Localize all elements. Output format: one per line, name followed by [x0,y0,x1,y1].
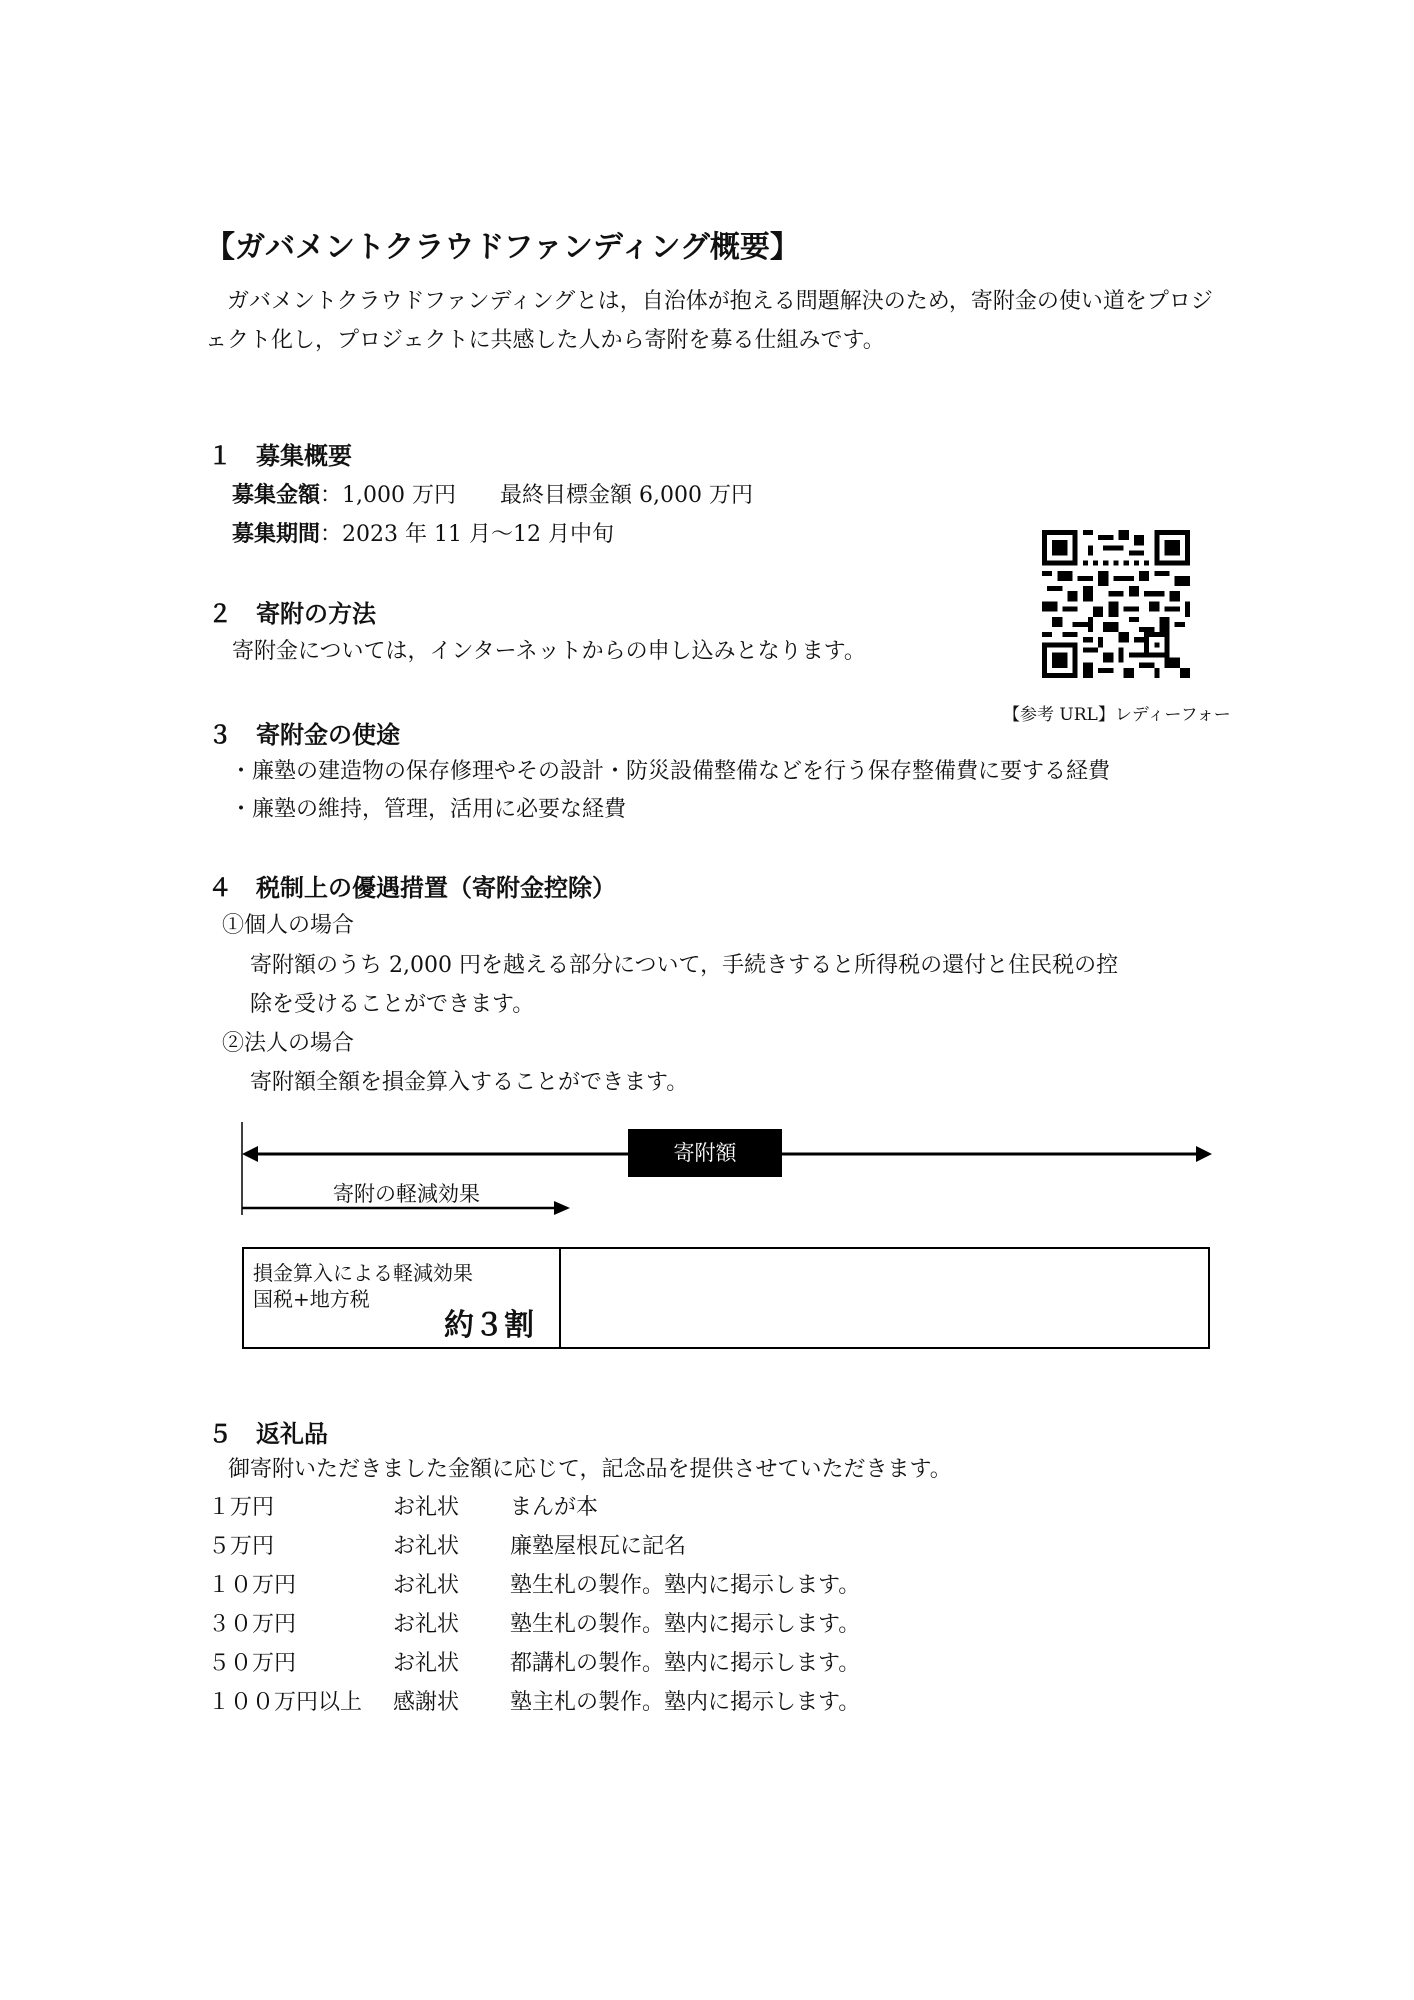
gift-amount: １万円 [208,1495,275,1520]
page-title: 【ガバメントクラウドファンディング概要】 [205,230,800,265]
gift-type: 感謝状 [393,1690,460,1715]
deduction-box-value: 約３割 [444,1308,534,1343]
effect-label: 寄附の軽減効果 [333,1182,480,1206]
corporate-body: 寄附額全額を損金算入することができます。 [250,1070,689,1095]
qr-caption: 【参考 URL】レディーフォー [1003,705,1231,725]
section3-heading: ３ 寄附金の使途 [208,721,400,749]
gift-item: 塾生札の製作。塾内に掲示します。 [510,1612,861,1637]
effect-arrow-head [554,1201,570,1215]
individual-body-line2: 除を受けることができます。 [250,992,535,1017]
period-row [232,517,614,548]
gift-type: お礼状 [393,1573,460,1598]
period-value: ：2023 年 11 月～12 月中旬 [320,522,614,547]
total-donation-label: 寄附額 [628,1129,782,1177]
gift-type: お礼状 [393,1495,460,1520]
gift-type: お礼状 [393,1612,460,1637]
deduction-box-line1: 損金算入による軽減効果 [253,1261,473,1285]
gift-amount: １００万円以上 [208,1690,363,1715]
total-arrow-left-head [242,1146,258,1162]
gift-amount: ５０万円 [208,1651,297,1676]
section2-heading: ２ 寄附の方法 [208,600,376,628]
gift-amount: ３０万円 [208,1612,297,1637]
section4-heading: ４ 税制上の優遇措置（寄附金控除） [208,874,616,902]
amount-row [232,478,753,509]
total-arrow-right-head [1196,1146,1212,1162]
section5-intro: 御寄附いただきました金額に応じて，記念品を提供させていただきます。 [228,1457,952,1482]
gift-item: まんが本 [510,1495,599,1520]
section1-heading: １ 募集概要 [208,442,352,470]
section3-item-1: ・廉塾の建造物の保存修理やその設計・防災設備整備などを行う保存整備費に要する経費 [230,759,1111,784]
section5-heading: ５ 返礼品 [208,1420,328,1448]
qr-code-image[interactable] [1042,530,1190,678]
section3-item-2: ・廉塾の維持，管理，活用に必要な経費 [230,797,627,822]
gift-type: お礼状 [393,1534,460,1559]
amount-value: ：1,000 万円 最終目標金額 6,000 万円 [320,483,753,508]
amount-label: 募集金額 [232,483,321,508]
gift-amount: １０万円 [208,1573,297,1598]
individual-label: ①個人の場合 [222,913,355,938]
gift-item: 塾生札の製作。塾内に掲示します。 [510,1573,861,1598]
gift-item: 廉塾屋根瓦に記名 [510,1534,687,1559]
section2-body: 寄附金については，インターネットからの申し込みとなります。 [232,639,866,664]
period-label: 募集期間 [232,522,321,547]
individual-body-line1: 寄附額のうち 2,000 円を越える部分について，手続きすると所得税の還付と住民税の控 [250,953,1119,978]
gift-item: 塾主札の製作。塾内に掲示します。 [510,1690,861,1715]
deduction-box-line2: 国税+地方税 [253,1287,370,1311]
gift-item: 都講札の製作。塾内に掲示します。 [510,1651,861,1676]
gift-type: お礼状 [393,1651,460,1676]
intro-paragraph: ガバメントクラウドファンディングとは，自治体が抱える問題解決のため，寄附金の使い道をプロジェクト化し，プロジェクトに共感した人から寄附を募る仕組みです。 [205,289,1213,353]
corporate-label: ②法人の場合 [222,1031,355,1056]
gift-amount: ５万円 [208,1534,275,1559]
